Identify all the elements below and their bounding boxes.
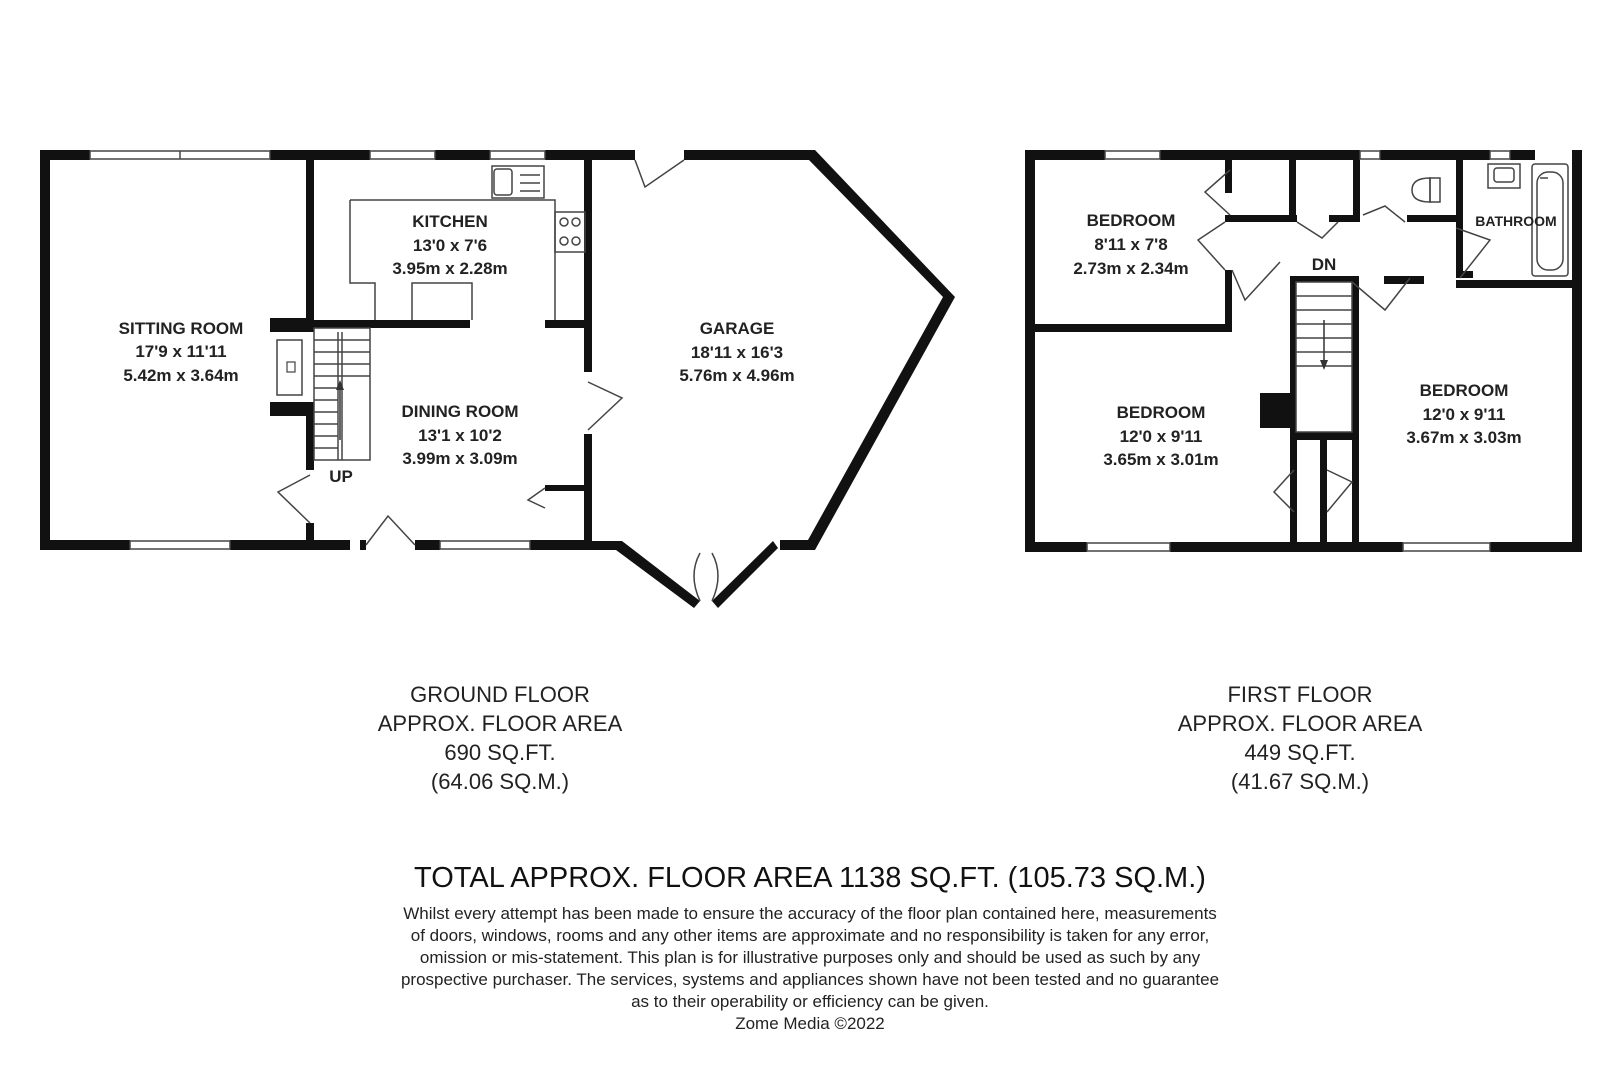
ground-floor-arrow <box>336 380 344 440</box>
garage-name: GARAGE <box>699 319 775 338</box>
wall <box>1225 158 1232 193</box>
ground-floor-sqft: 690 SQ.FT. <box>444 740 556 765</box>
copyright: Zome Media ©2022 <box>735 1014 885 1033</box>
disclaimer-line: as to their operability or efficiency can be given. <box>631 992 989 1011</box>
wall <box>1290 432 1357 440</box>
wall <box>1329 215 1360 222</box>
wall <box>270 150 370 160</box>
wall <box>530 540 590 550</box>
wall <box>1384 276 1424 284</box>
kitchen-imperial: 13'0 x 7'6 <box>412 236 488 255</box>
wall <box>712 541 778 608</box>
wall <box>584 158 592 372</box>
wall <box>40 540 130 550</box>
bedroom-1-metric: 2.73m x 2.34m <box>1073 259 1189 278</box>
ground-floor-labels <box>119 212 795 486</box>
bedroom-2-imperial: 12'0 x 9'11 <box>1119 427 1203 446</box>
kitchen-metric: 3.95m x 2.28m <box>392 259 508 278</box>
wall <box>306 416 314 470</box>
wall <box>1025 542 1087 552</box>
bedroom-3-imperial: 12'0 x 9'11 <box>1422 405 1506 424</box>
ground-floor-title: GROUND FLOOR <box>410 682 590 707</box>
wall <box>1320 440 1327 546</box>
first-floor-arrow <box>1320 320 1328 370</box>
dining-room-imperial: 13'1 x 10'2 <box>418 426 502 445</box>
wall <box>306 523 314 543</box>
wall <box>1490 542 1582 552</box>
wall <box>1353 158 1360 222</box>
wall <box>1510 150 1535 160</box>
ground-floor-sqm: (64.06 SQ.M.) <box>430 769 570 794</box>
first-floor-labels <box>1073 211 1556 469</box>
wall <box>588 541 700 608</box>
stairs-down-label: DN <box>1311 255 1337 274</box>
wall <box>306 158 314 320</box>
kitchen-name: KITCHEN <box>412 212 488 231</box>
dining-room-name: DINING ROOM <box>401 402 519 421</box>
wall <box>1025 150 1105 160</box>
wall <box>270 402 314 416</box>
bedroom-1-name: BEDROOM <box>1086 211 1176 230</box>
dining-room-metric: 3.99m x 3.09m <box>402 449 518 468</box>
wall <box>1290 276 1352 282</box>
wall <box>1290 276 1296 436</box>
wall <box>1030 324 1230 332</box>
wall <box>230 540 350 550</box>
wall <box>545 320 590 328</box>
disclaimer-line: Whilst every attempt has been made to ensure the accuracy of the floor plan contained here, measurements <box>403 904 1217 923</box>
wall <box>435 150 490 160</box>
garage-imperial: 18'11 x 16'3 <box>690 343 784 362</box>
stairs-up-label: UP <box>329 467 353 486</box>
wall <box>270 318 314 332</box>
ground-floor-area-label: APPROX. FLOOR AREA <box>377 711 623 736</box>
wall <box>40 150 90 160</box>
wall <box>1456 158 1463 278</box>
first-floor-summary <box>1150 680 1450 796</box>
total-floor-area: TOTAL APPROX. FLOOR AREA 1138 SQ.FT. (105.73 SQ.M.) <box>414 862 1206 894</box>
disclaimer-line: of doors, windows, rooms and any other items are approximate and no responsibility is taken for any error, <box>410 926 1210 945</box>
wall <box>1407 215 1456 222</box>
wall <box>1225 215 1297 222</box>
wall <box>1170 542 1403 552</box>
wall <box>40 150 50 550</box>
wall <box>1025 150 1035 552</box>
wall <box>1290 432 1297 546</box>
wall <box>1225 270 1232 332</box>
bedroom-3-metric: 3.67m x 3.03m <box>1406 428 1522 447</box>
wall <box>545 485 590 491</box>
disclaimer <box>310 903 1310 1035</box>
wall <box>1352 276 1359 546</box>
wall <box>1380 150 1490 160</box>
bedroom-1-imperial: 8'11 x 7'8 <box>1094 235 1168 254</box>
wall <box>1572 150 1582 552</box>
first-floor-title: FIRST FLOOR <box>1227 682 1373 707</box>
ground-floor-summary <box>350 680 650 796</box>
bedroom-2-name: BEDROOM <box>1116 403 1206 422</box>
bathroom-name: BATHROOM <box>1475 213 1557 229</box>
wall <box>1260 393 1290 428</box>
wall <box>415 540 440 550</box>
sitting-room-name: SITTING ROOM <box>118 319 244 338</box>
wall <box>360 540 366 550</box>
bedroom-2-metric: 3.65m x 3.01m <box>1103 450 1219 469</box>
sitting-room-imperial: 17'9 x 11'11 <box>135 342 227 361</box>
disclaimer-line: prospective purchaser. The services, systems and appliances shown have not been tested and no guarantee <box>400 970 1220 989</box>
wall <box>1289 158 1296 222</box>
first-floor-area-label: APPROX. FLOOR AREA <box>1177 711 1423 736</box>
wall <box>310 320 470 328</box>
wall <box>1456 280 1582 288</box>
sitting-room-metric: 5.42m x 3.64m <box>123 366 239 385</box>
wall <box>1160 150 1360 160</box>
garage-metric: 5.76m x 4.96m <box>679 366 795 385</box>
first-floor-sqft: 449 SQ.FT. <box>1244 740 1356 765</box>
disclaimer-line: omission or mis-statement. This plan is for illustrative purposes only and should be used as such by any <box>419 948 1201 967</box>
first-floor-sqm: (41.67 SQ.M.) <box>1230 769 1370 794</box>
bedroom-3-name: BEDROOM <box>1419 381 1509 400</box>
